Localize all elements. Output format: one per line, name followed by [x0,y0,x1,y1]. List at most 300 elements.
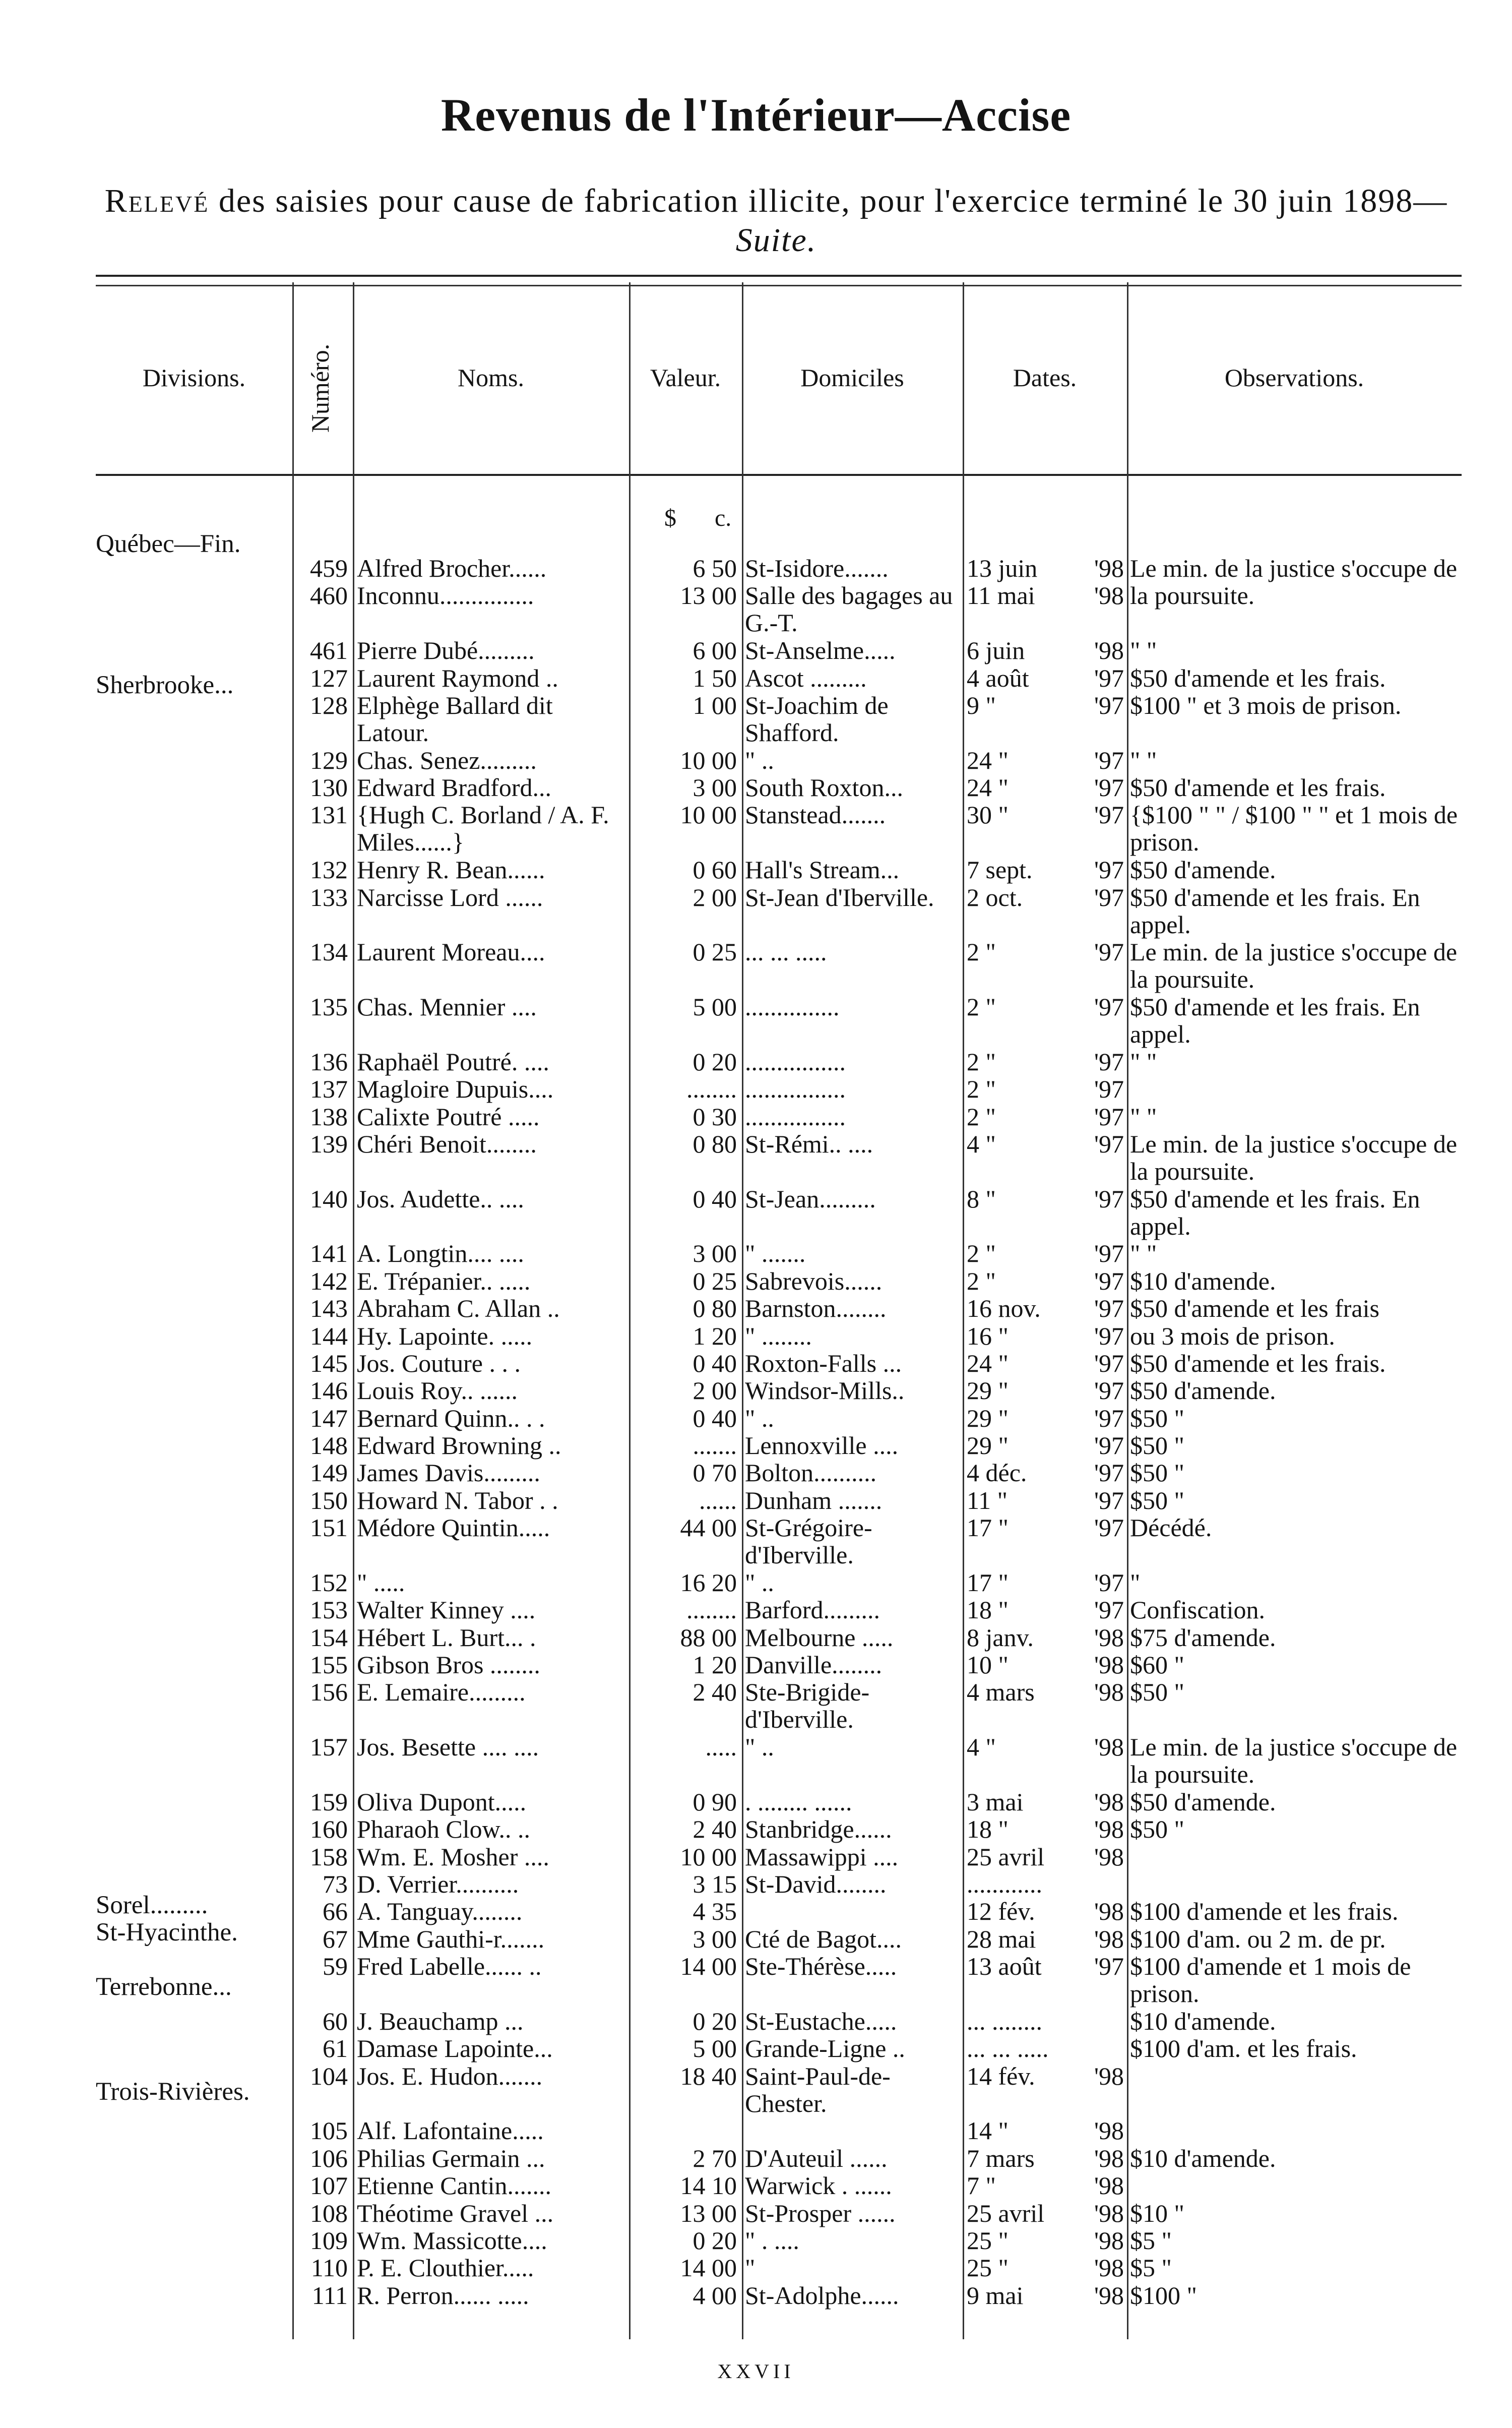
row-number: 105 [310,2116,348,2145]
row-number: 106 [310,2144,348,2172]
row-observation: Le min. de la justice s'occupe de la poursuite. [1130,1733,1458,1788]
page-folio: XXVII [717,2360,795,2383]
row-domicile: " .. [745,1568,774,1597]
row-year: '97 [1094,1130,1124,1158]
row-year: '98 [1094,636,1124,664]
row-number: 146 [310,1376,348,1405]
row-observation: " " [1130,636,1157,664]
row-value: 14 00 [680,2254,737,2282]
row-number: 140 [310,1185,348,1213]
row-year: '97 [1094,1513,1124,1542]
row-name: Fred Labelle...... .. [357,1952,542,1980]
row-year: '97 [1094,801,1124,829]
row-domicile: Salle des bagages au G.-T. [745,581,953,637]
row-year: '98 [1094,1733,1124,1761]
row-number: 154 [310,1623,348,1652]
row-year: '97 [1094,1404,1124,1432]
header-dates: Dates. [1013,363,1077,392]
row-name: E. Lemaire......... [357,1678,526,1706]
row-name: Henry R. Bean...... [357,856,545,884]
row-name: Walter Kinney .... [357,1596,536,1624]
row-observation: {$100 " " / $100 " " et 1 mois de prison. [1130,801,1458,856]
row-name: Mme Gauthi-r....... [357,1925,545,1953]
row-observation: $50 d'amende et les frais [1130,1294,1379,1322]
row-date: ... ... ..... [967,2034,1049,2062]
row-number: 142 [310,1267,348,1295]
row-name: Damase Lapointe... [357,2034,553,2062]
row-observation: $100 d'amende et les frais. [1130,1897,1399,1925]
row-number: 127 [310,664,348,692]
row-value: 4 00 [692,2281,737,2310]
row-name: Hy. Lapointe. ..... [357,1322,533,1350]
row-domicile: Ascot ......... [745,664,867,692]
row-value: 0 25 [692,1267,737,1295]
row-value: 1 20 [692,1322,737,1350]
row-number: 110 [310,2254,348,2282]
row-number: 73 [323,1870,348,1898]
row-year: '97 [1094,1459,1124,1487]
row-number: 107 [310,2171,348,2200]
row-year: '97 [1094,1185,1124,1213]
row-domicile: " .. [745,746,774,774]
row-observation: $5 " [1130,2254,1172,2282]
row-value: 2 40 [692,1678,737,1706]
top-rule-double [96,285,1462,286]
row-date: 25 " [967,2254,1009,2282]
row-year: '97 [1094,1486,1124,1514]
row-value: 88 00 [680,1623,737,1652]
row-year: '97 [1094,938,1124,966]
row-value: 0 20 [692,2007,737,2035]
row-value: 0 25 [692,938,737,966]
row-date: 25 " [967,2226,1009,2255]
row-domicile: " . .... [745,2226,799,2255]
row-year: '98 [1094,2144,1124,2172]
row-date: 10 " [967,1651,1009,1679]
row-year: '98 [1094,2171,1124,2200]
row-observation: $50 d'amende et les frais. [1130,664,1386,692]
row-name: Calixte Poutré ..... [357,1103,540,1131]
row-domicile: St-Jean d'Iberville. [745,883,934,912]
row-number: 143 [310,1294,348,1322]
row-year: '98 [1094,554,1124,582]
row-name: A. Longtin.... .... [357,1239,524,1267]
row-domicile: St-Anselme..... [745,636,896,664]
row-number: 108 [310,2199,348,2227]
row-value: 2 40 [692,1815,737,1843]
row-domicile: Grande-Ligne .. [745,2034,905,2062]
row-value: 3 15 [692,1870,737,1898]
row-value: 1 20 [692,1651,737,1679]
row-number: 160 [310,1815,348,1843]
row-domicile: St-Rémi.. .... [745,1130,873,1158]
row-date: 13 août [967,1952,1042,1980]
row-value: 2 00 [692,1376,737,1405]
row-number: 156 [310,1678,348,1706]
row-date: 7 " [967,2171,996,2200]
row-date: 4 " [967,1130,996,1158]
row-observation: $100 d'am. ou 2 m. de pr. [1130,1925,1386,1953]
division-label: St-Hyacinthe. [96,1918,238,1947]
row-name: Etienne Cantin....... [357,2171,552,2200]
row-observation: $100 " [1130,2281,1197,2310]
row-value: 13 00 [680,581,737,610]
row-name: {Hugh C. Borland / A. F. Miles......} [357,801,609,856]
row-name: Philias Germain ... [357,2144,545,2172]
row-date: 14 fév. [967,2062,1035,2090]
row-observation: $50 d'amende et les frais. [1130,1349,1386,1377]
row-value: 2 70 [692,2144,737,2172]
row-year: '98 [1094,2281,1124,2310]
row-value: 0 60 [692,856,737,884]
row-value: 6 00 [692,636,737,664]
row-name: " ..... [357,1568,405,1597]
row-date: 13 juin [967,554,1038,582]
row-value: 0 30 [692,1103,737,1131]
row-observation: $50 d'amende et les frais. En appel. [1130,883,1420,939]
row-observation: Confiscation. [1130,1596,1266,1624]
row-name: Chéri Benoit........ [357,1130,537,1158]
row-value: 16 20 [680,1568,737,1597]
row-number: 459 [310,554,348,582]
row-domicile: " [745,2254,755,2282]
row-domicile: Windsor-Mills.. [745,1376,905,1405]
row-number: 129 [310,746,348,774]
row-year: '97 [1094,1376,1124,1405]
row-date: 16 " [967,1322,1009,1350]
row-domicile: South Roxton... [745,773,903,802]
row-observation: Le min. de la justice s'occupe de la poursuite. [1130,1130,1458,1185]
row-year: '98 [1094,1897,1124,1925]
row-name: Pierre Dubé......... [357,636,535,664]
row-name: Narcisse Lord ...... [357,883,543,912]
row-number: 152 [310,1568,348,1597]
row-number: 153 [310,1596,348,1624]
row-name: Jos. Audette.. .... [357,1185,524,1213]
row-year: '97 [1094,773,1124,802]
row-value: 6 50 [692,554,737,582]
row-observation: $50 " [1130,1404,1184,1432]
row-domicile: Stanbridge...... [745,1815,892,1843]
row-date: 4 " [967,1733,996,1761]
row-observation: $50 d'amende et les frais. [1130,773,1386,802]
column-divider [292,282,294,2339]
row-observation: $10 d'amende. [1130,2144,1276,2172]
row-year: '98 [1094,1788,1124,1816]
row-name: Howard N. Tabor . . [357,1486,558,1514]
row-domicile: ................ [745,1103,846,1131]
row-number: 158 [310,1843,348,1871]
row-domicile: Warwick . ...... [745,2171,892,2200]
row-value: 13 00 [680,2199,737,2227]
row-name: Bernard Quinn.. . . [357,1404,545,1432]
row-date: 3 mai [967,1788,1024,1816]
row-domicile: St-David........ [745,1870,887,1898]
caption-suite: Suite. [735,222,817,259]
row-value: 18 40 [680,2062,737,2090]
row-value: 14 00 [680,1952,737,1980]
row-number: 150 [310,1486,348,1514]
row-name: J. Beauchamp ... [357,2007,524,2035]
row-year: '98 [1094,1623,1124,1652]
row-value: 10 00 [680,1843,737,1871]
division-label: Québec—Fin. [96,530,241,558]
row-date: 2 " [967,938,996,966]
row-value: 3 00 [692,1239,737,1267]
row-date: 12 fév. [967,1897,1035,1925]
row-observation: $50 " [1130,1486,1184,1514]
row-date: 8 " [967,1185,996,1213]
row-value: ........ [686,1075,737,1103]
row-observation: Le min. de la justice s'occupe de la poursuite. [1130,554,1458,610]
row-domicile: ... ... ..... [745,938,827,966]
row-name: Jos. Couture . . . [357,1349,521,1377]
row-year: '97 [1094,1294,1124,1322]
row-observation: $100 d'am. et les frais. [1130,2034,1357,2062]
row-value: 0 80 [692,1130,737,1158]
row-date: 6 juin [967,636,1025,664]
row-name: Médore Quintin..... [357,1513,550,1542]
row-number: 60 [323,2007,348,2035]
row-value: 5 00 [692,2034,737,2062]
row-observation: $75 d'amende. [1130,1623,1276,1652]
row-value: 3 00 [692,773,737,802]
row-year: '97 [1094,856,1124,884]
row-observation: $60 " [1130,1651,1184,1679]
row-date: 29 " [967,1431,1009,1460]
row-value: 0 40 [692,1404,737,1432]
row-observation: Décédé. [1130,1513,1212,1542]
header-numero [290,302,350,474]
row-number: 133 [310,883,348,912]
row-number: 460 [310,581,348,610]
row-domicile: Bolton.......... [745,1459,877,1487]
row-number: 151 [310,1513,348,1542]
row-domicile: Melbourne ..... [745,1623,894,1652]
row-date: 11 mai [967,581,1035,610]
row-value: 44 00 [680,1513,737,1542]
row-date: 2 " [967,993,996,1021]
row-observation: " [1130,1568,1141,1597]
row-value: 0 20 [692,1048,737,1076]
row-name: Chas. Senez......... [357,746,537,774]
row-name: Chas. Mennier .... [357,993,537,1021]
row-number: 131 [310,801,348,829]
row-name: Magloire Dupuis.... [357,1075,554,1103]
row-date: 25 avril [967,1843,1045,1871]
row-domicile: " ....... [745,1239,806,1267]
row-observation: $50 " [1130,1431,1184,1460]
row-number: 135 [310,993,348,1021]
header-domiciles: Domiciles [800,363,904,392]
row-domicile: Danville........ [745,1651,883,1679]
row-observation: $50 d'amende. [1130,1376,1276,1405]
row-domicile: ............... [745,993,840,1021]
row-date: 2 " [967,1048,996,1076]
row-date: ............ [967,1870,1042,1898]
row-domicile: . ........ ...... [745,1788,852,1816]
row-observation: $50 d'amende et les frais. En appel. [1130,993,1420,1048]
row-year: '97 [1094,1267,1124,1295]
row-domicile: St-Eustache..... [745,2007,897,2035]
caption-text: des saisies pour cause de fabrication illicite, pour l'exercice terminé le 30 juin 1898— [209,183,1448,219]
unit-dollar: $ [664,505,676,531]
header-divisions: Divisions. [142,363,246,392]
row-name: Jos. E. Hudon....... [357,2062,543,2090]
row-number: 145 [310,1349,348,1377]
row-name: Laurent Moreau.... [357,938,545,966]
row-date: 2 oct. [967,883,1023,912]
row-name: Inconnu............... [357,581,534,610]
row-number: 157 [310,1733,348,1761]
row-observation: ou 3 mois de prison. [1130,1322,1335,1350]
row-year: '97 [1094,1568,1124,1597]
row-name: Raphaël Poutré. .... [357,1048,549,1076]
row-domicile: ................ [745,1048,846,1076]
row-name: Wm. Massicotte.... [357,2226,547,2255]
row-number: 461 [310,636,348,664]
row-name: James Davis......... [357,1459,540,1487]
header-observations: Observations. [1224,363,1364,392]
row-domicile: " .. [745,1404,774,1432]
header-bottom-rule [96,474,1462,476]
header-noms: Noms. [458,363,524,392]
row-name: Louis Roy.. ...... [357,1376,518,1405]
row-domicile: Roxton-Falls ... [745,1349,902,1377]
header-valeur: Valeur. [650,363,721,392]
table-caption [96,181,1457,260]
row-name: Alf. Lafontaine..... [357,2116,544,2145]
row-name: D. Verrier.......... [357,1870,519,1898]
row-value: 0 20 [692,2226,737,2255]
row-domicile: Lennoxville .... [745,1431,899,1460]
row-date: ... ........ [967,2007,1042,2035]
row-domicile: Saint-Paul-de-Chester. [745,2062,891,2117]
row-date: 7 mars [967,2144,1035,2172]
row-year: '97 [1094,691,1124,719]
row-domicile: Sabrevois...... [745,1267,883,1295]
row-year: '98 [1094,1678,1124,1706]
row-name: Jos. Besette .... .... [357,1733,539,1761]
row-number: 138 [310,1103,348,1131]
row-date: 24 " [967,1349,1009,1377]
row-value: 4 35 [692,1897,737,1925]
row-value: 14 10 [680,2171,737,2200]
row-number: 155 [310,1651,348,1679]
row-date: 4 mars [967,1678,1035,1706]
row-date: 30 " [967,801,1009,829]
row-domicile: Ste-Brigide-d'Iberville. [745,1678,870,1733]
row-observation: " " [1130,746,1157,774]
row-year: '98 [1094,581,1124,610]
row-year: '97 [1094,1103,1124,1131]
row-value: 1 00 [692,691,737,719]
header-numero-text: Numéro. [306,343,334,433]
row-year: '97 [1094,1075,1124,1103]
row-year: '97 [1094,1431,1124,1460]
row-date: 24 " [967,773,1009,802]
row-number: 148 [310,1431,348,1460]
row-name: Hébert L. Burt... . [357,1623,536,1652]
row-year: '98 [1094,1815,1124,1843]
division-label: Terrebonne... [96,1973,232,2001]
row-date: 16 nov. [967,1294,1041,1322]
row-year: '97 [1094,993,1124,1021]
row-value: ...... [699,1486,737,1514]
row-value: 0 70 [692,1459,737,1487]
row-date: 25 avril [967,2199,1045,2227]
row-value: 3 00 [692,1925,737,1953]
division-label: Sorel......... [96,1891,208,1919]
row-value: ..... [705,1733,737,1761]
row-number: 61 [323,2034,348,2062]
row-year: '97 [1094,1952,1124,1980]
row-domicile: ................ [745,1075,846,1103]
row-value: 5 00 [692,993,737,1021]
row-date: 7 sept. [967,856,1033,884]
row-observation: $50 d'amende et les frais. En appel. [1130,1185,1420,1240]
row-number: 109 [310,2226,348,2255]
row-date: 2 " [967,1267,996,1295]
row-value: 2 00 [692,883,737,912]
row-date: 29 " [967,1376,1009,1405]
row-name: Edward Browning .. [357,1431,561,1460]
row-date: 29 " [967,1404,1009,1432]
row-date: 4 déc. [967,1459,1027,1487]
row-observation: $50 " [1130,1815,1184,1843]
row-name: Pharaoh Clow.. .. [357,1815,530,1843]
row-domicile: St-Isidore....... [745,554,889,582]
row-number: 104 [310,2062,348,2090]
row-number: 66 [323,1897,348,1925]
row-domicile: St-Joachim de Shafford. [745,691,889,747]
division-label: Trois-Rivières. [96,2078,250,2106]
row-observation: $50 " [1130,1459,1184,1487]
row-name: Abraham C. Allan .. [357,1294,560,1322]
row-number: 128 [310,691,348,719]
row-year: '97 [1094,1322,1124,1350]
row-number: 59 [323,1952,348,1980]
row-year: '98 [1094,1843,1124,1871]
row-value: 0 80 [692,1294,737,1322]
row-value: 10 00 [680,746,737,774]
row-name: P. E. Clouthier..... [357,2254,534,2282]
row-domicile: " ........ [745,1322,812,1350]
row-year: '97 [1094,746,1124,774]
row-domicile: St-Jean......... [745,1185,876,1213]
row-year: '97 [1094,1596,1124,1624]
row-year: '97 [1094,1239,1124,1267]
row-number: 159 [310,1788,348,1816]
row-name: A. Tanguay........ [357,1897,523,1925]
row-date: 9 mai [967,2281,1024,2310]
row-number: 139 [310,1130,348,1158]
row-number: 67 [323,1925,348,1953]
row-name: Elphège Ballard dit Latour. [357,691,553,747]
row-date: 8 janv. [967,1623,1034,1652]
row-number: 132 [310,856,348,884]
row-observation: $10 d'amende. [1130,2007,1276,2035]
top-rule [96,275,1462,277]
row-value: 10 00 [680,801,737,829]
row-name: Théotime Gravel ... [357,2199,554,2227]
row-observation: $100 d'amende et 1 mois de prison. [1130,1952,1411,2008]
row-number: 111 [311,2281,348,2310]
row-year: '97 [1094,1349,1124,1377]
row-value: 0 40 [692,1185,737,1213]
row-year: '97 [1094,883,1124,912]
row-value: ....... [692,1431,737,1460]
